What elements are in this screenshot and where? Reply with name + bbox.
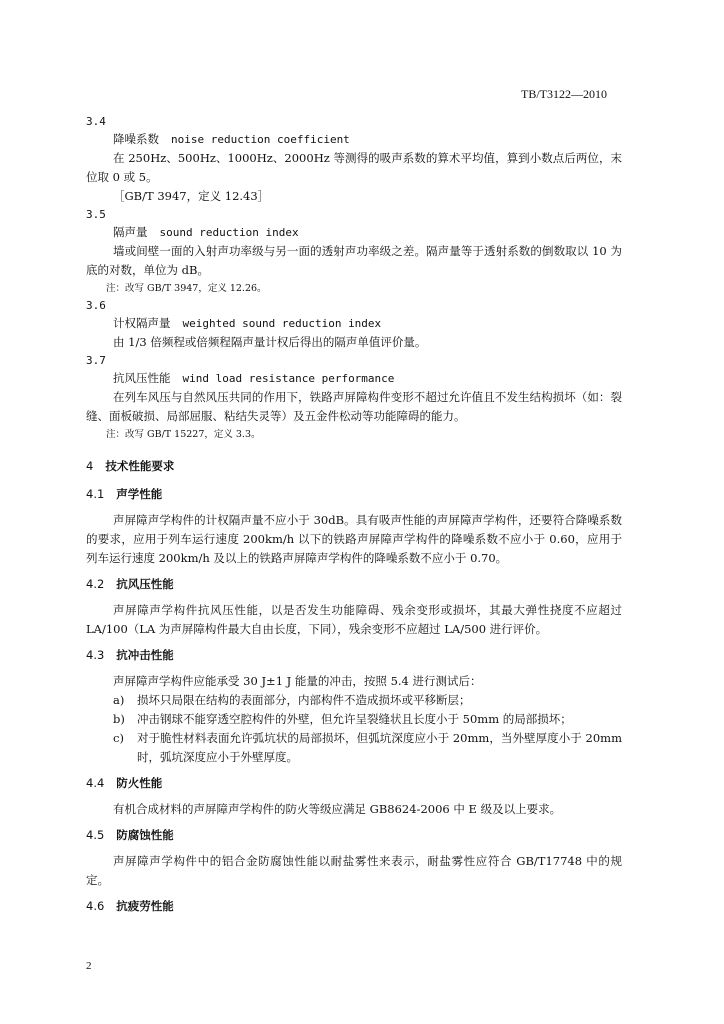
subsection-heading xyxy=(86,825,622,845)
subsection-number: 4.4 xyxy=(86,776,105,790)
note: 注：改写 GB/T 3947，定义 12.26。 xyxy=(106,283,267,294)
subsection-text: 声屏障声学构件抗风压性能，以是否发生功能障碍、残余变形或损坏，其最大弹性挠度不应超过 LA/100（LA 为声屏障构件最大自由长度，下同），残余变形不应超过 LA/500 进行评价。 xyxy=(86,603,622,636)
term-en: noise reduction coefficient xyxy=(171,133,350,146)
term-en: wind load resistance performance xyxy=(182,372,395,385)
list-item-label: b) xyxy=(113,712,125,726)
clause-number: 3.6 xyxy=(86,299,106,312)
definition-text: 由 1/3 倍频程或倍频程隔声量计权后得出的隔声单值评价量。 xyxy=(113,335,427,349)
term-heading xyxy=(86,314,622,333)
term-heading xyxy=(86,130,622,149)
standard-number-header: TB/T3122—2010 xyxy=(521,87,607,101)
section-heading xyxy=(86,456,622,476)
clause-number: 3.4 xyxy=(86,115,106,128)
subsection-text: 声屏障声学构件中的铝合金防腐蚀性能以耐盐雾性来表示，耐盐雾性应符合 GB/T17748 中的规定。 xyxy=(86,854,622,887)
citation: ［GB/T 3947，定义 12.43］ xyxy=(113,189,270,203)
list-item-label: a) xyxy=(113,693,125,707)
subsection-heading xyxy=(86,574,622,594)
section-title: 技术性能要求 xyxy=(105,459,175,473)
subsection-text: 声屏障声学构件的计权隔声量不应小于 30dB。具有吸声性能的声屏障声学构件，还要符合降噪系数的要求，应用于列车运行速度 200km/h 以下的铁路声屏障声学构件的降噪系数不应小于 0.60，应用于列车运行速度 200km/h 及以上的铁路声屏障声学构件的降噪系数不应小于 0.70。 xyxy=(86,513,622,565)
definition-3-4 xyxy=(86,113,622,206)
subsection-title: 防腐蚀性能 xyxy=(116,828,174,842)
document-body xyxy=(86,113,622,923)
subsection-number: 4.2 xyxy=(86,577,105,591)
term-heading xyxy=(86,223,622,242)
definition-text: 在列车风压与自然风压共同的作用下，铁路声屏障构件变形不超过允许值且不发生结构损坏（如：裂缝、面板破损、局部屈服、粘结失灵等）及五金件松动等功能障碍的能力。 xyxy=(86,390,622,423)
subsection-number: 4.6 xyxy=(86,899,105,913)
term-en: sound reduction index xyxy=(159,226,299,239)
subsection-title: 抗冲击性能 xyxy=(116,648,174,662)
note: 注：改写 GB/T 15227，定义 3.3。 xyxy=(106,429,261,440)
page-number: 2 xyxy=(86,960,92,972)
term-heading xyxy=(86,369,622,388)
clause-number: 3.5 xyxy=(86,208,106,221)
list-item-text: 损坏只局限在结构的表面部分，内部构件不造成损坏或平移断层； xyxy=(137,693,471,707)
subsection-heading xyxy=(86,773,622,793)
subsection-text: 有机合成材料的声屏障声学构件的防火等级应满足 GB8624-2006 中 E 级及以上要求。 xyxy=(113,802,562,816)
subsection-number: 4.5 xyxy=(86,828,105,842)
term-cn: 抗风压性能 xyxy=(113,371,171,385)
list-item xyxy=(86,729,622,767)
list-item-label: c) xyxy=(113,731,124,745)
subsection-heading xyxy=(86,484,622,504)
term-en: weighted sound reduction index xyxy=(182,317,382,330)
subsection-number: 4.1 xyxy=(86,487,105,501)
subsection-title: 抗疲劳性能 xyxy=(116,899,174,913)
term-cn: 计权隔声量 xyxy=(113,316,171,330)
section-number: 4 xyxy=(86,459,94,473)
definition-3-7 xyxy=(86,352,622,443)
definition-3-6 xyxy=(86,297,622,352)
list-item-text: 对于脆性材料表面允许弧坑状的局部损坏，但弧坑深度应小于 20mm，当外壁厚度小于 20mm 时，弧坑深度应小于外壁厚度。 xyxy=(137,731,622,764)
definition-text: 墙或间壁一面的入射声功率级与另一面的透射声功率级之差。隔声量等于透射系数的倒数取以 10 为底的对数，单位为 dB。 xyxy=(86,244,622,277)
list-item-text: 冲击钢球不能穿透空腔构件的外壁，但允许呈裂缝状且长度小于 50mm 的局部损坏； xyxy=(137,712,572,726)
subsection-text: 声屏障声学构件应能承受 30 J±1 J 能量的冲击，按照 5.4 进行测试后： xyxy=(113,674,482,688)
term-cn: 隔声量 xyxy=(113,225,148,239)
subsection-title: 防火性能 xyxy=(116,776,163,790)
term-cn: 降噪系数 xyxy=(113,132,159,146)
definition-text: 在 250Hz、500Hz、1000Hz、2000Hz 等测得的吸声系数的算术平均值，算到小数点后两位，末位取 0 或 5。 xyxy=(86,151,622,184)
subsection-heading xyxy=(86,645,622,665)
subsection-title: 声学性能 xyxy=(116,487,163,501)
list-item xyxy=(86,710,622,729)
list-item xyxy=(86,691,622,710)
definition-3-5 xyxy=(86,206,622,297)
clause-number: 3.7 xyxy=(86,354,106,367)
subsection-heading xyxy=(86,896,622,916)
subsection-number: 4.3 xyxy=(86,648,105,662)
subsection-title: 抗风压性能 xyxy=(116,577,174,591)
